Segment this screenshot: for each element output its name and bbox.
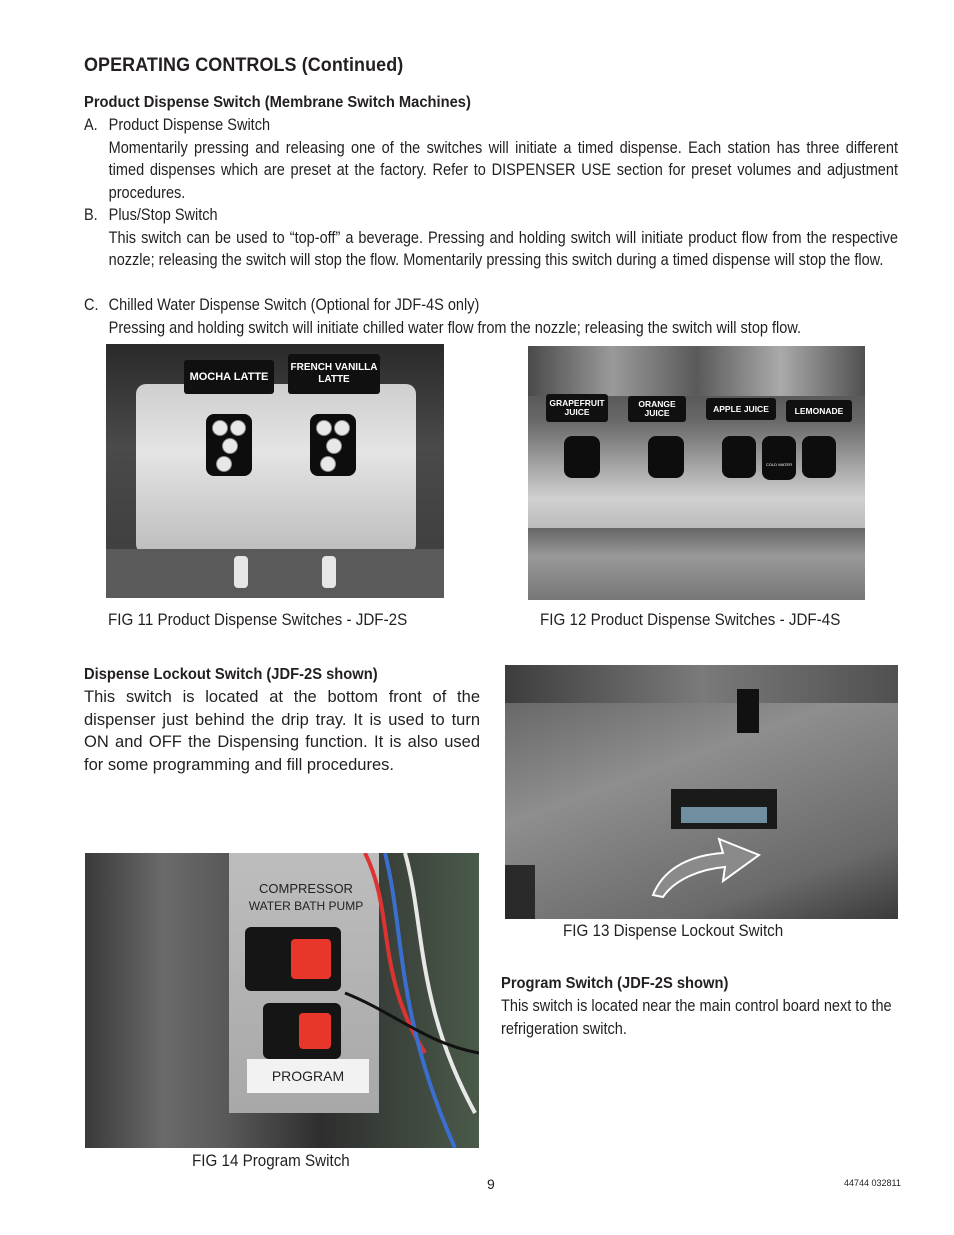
list-item-a	[84, 114, 898, 204]
cold-water-keypad	[762, 436, 796, 480]
keypad-2	[648, 436, 684, 478]
lockout-switch-opening	[671, 789, 777, 829]
connector	[737, 689, 759, 733]
compressor-label: COMPRESSOR	[259, 881, 353, 896]
fig14-photo	[85, 853, 479, 1148]
label-lemonade: LEMONADE	[786, 400, 852, 422]
section-title-product-dispense: Product Dispense Switch (Membrane Switch Machines)	[84, 94, 471, 111]
membrane-keypad-right	[310, 414, 356, 476]
section-text-program	[501, 995, 898, 1040]
fig13-caption: FIG 13 Dispense Lockout Switch	[563, 922, 784, 940]
list-item-b	[84, 204, 898, 272]
water-bath-pump-label: WATER BATH PUMP	[248, 899, 364, 913]
list-item-text: Momentarily pressing and releasing one of the switches will initiate a timed dispense. Each station has three different timed dispenses which are preset at the factory. Refer to DISPENSER USE section for preset volumes and adjustment procedures.	[108, 138, 898, 202]
section-title-program: Program Switch (JDF-2S shown)	[501, 975, 729, 992]
shadow-area	[505, 865, 535, 919]
section-text-lockout: This switch is located at the bottom front of the dispenser just behind the drip tray. It is used to turn ON and OFF the Dispensing function. It is also used for some programming and fill procedures.	[84, 688, 480, 774]
label-mocha-latte: MOCHA LATTE	[184, 360, 274, 394]
dispenser-panel	[136, 384, 416, 554]
list-item-label: Product Dispense Switch	[108, 116, 271, 134]
label-apple-juice: APPLE JUICE	[706, 398, 776, 420]
arrow-icon	[645, 825, 775, 905]
nozzle-right	[322, 556, 336, 588]
list-letter: C.	[84, 296, 99, 314]
keypad-3	[722, 436, 756, 478]
membrane-keypad-left	[206, 414, 252, 476]
fig11-photo	[106, 344, 444, 598]
document-code: 44744 032811	[844, 1178, 901, 1188]
fig13-photo	[505, 665, 898, 919]
nozzle-left	[234, 556, 248, 588]
section-text-program-inner: This switch is located near the main control board next to the refrigeration switch.	[501, 997, 892, 1038]
list-letter: B.	[84, 206, 98, 224]
list-item-text: This switch can be used to “top-off” a beverage. Pressing and holding switch will initiate product flow from the respective nozzle; releasing the switch will stop the flow. Momentarily pressing this switch during a timed dispense will stop the flow.	[108, 228, 898, 269]
rocker-switch-program	[263, 1003, 341, 1059]
lockout-switch	[681, 807, 767, 823]
drip-area	[106, 549, 444, 598]
keypad-1	[564, 436, 600, 478]
wiring-area	[505, 665, 898, 703]
keypad-4	[802, 436, 836, 478]
page-number: 9	[487, 1176, 495, 1192]
drip-area	[528, 528, 865, 600]
cold-water-label: COLD WATER	[765, 462, 793, 467]
page-heading: OPERATING CONTROLS (Continued)	[84, 54, 404, 76]
section-title-lockout: Dispense Lockout Switch (JDF-2S shown)	[84, 666, 378, 683]
list-item-text: Pressing and holding switch will initiate chilled water flow from the nozzle; releasing the switch will stop flow.	[108, 318, 802, 337]
label-french-vanilla: FRENCH VANILLA LATTE	[288, 354, 380, 394]
label-grapefruit-juice: GRAPEFRUIT JUICE	[546, 394, 608, 422]
list-item-label: Plus/Stop Switch	[108, 206, 218, 224]
label-orange-juice: ORANGE JUICE	[628, 396, 686, 422]
list-item-label: Chilled Water Dispense Switch (Optional for JDF-4S only)	[108, 296, 480, 314]
fig12-photo	[528, 346, 865, 600]
wires	[335, 853, 479, 1148]
fig14-caption: FIG 14 Program Switch	[192, 1152, 350, 1170]
fig11-caption: FIG 11 Product Dispense Switches - JDF-2S	[108, 611, 408, 629]
fruit-graphic	[528, 346, 865, 396]
fig12-caption: FIG 12 Product Dispense Switches - JDF-4S	[540, 611, 841, 629]
list-item-c	[84, 294, 898, 339]
list-letter: A.	[84, 116, 98, 134]
program-label: PROGRAM	[247, 1059, 369, 1093]
rocker-switch-compressor	[245, 927, 341, 991]
